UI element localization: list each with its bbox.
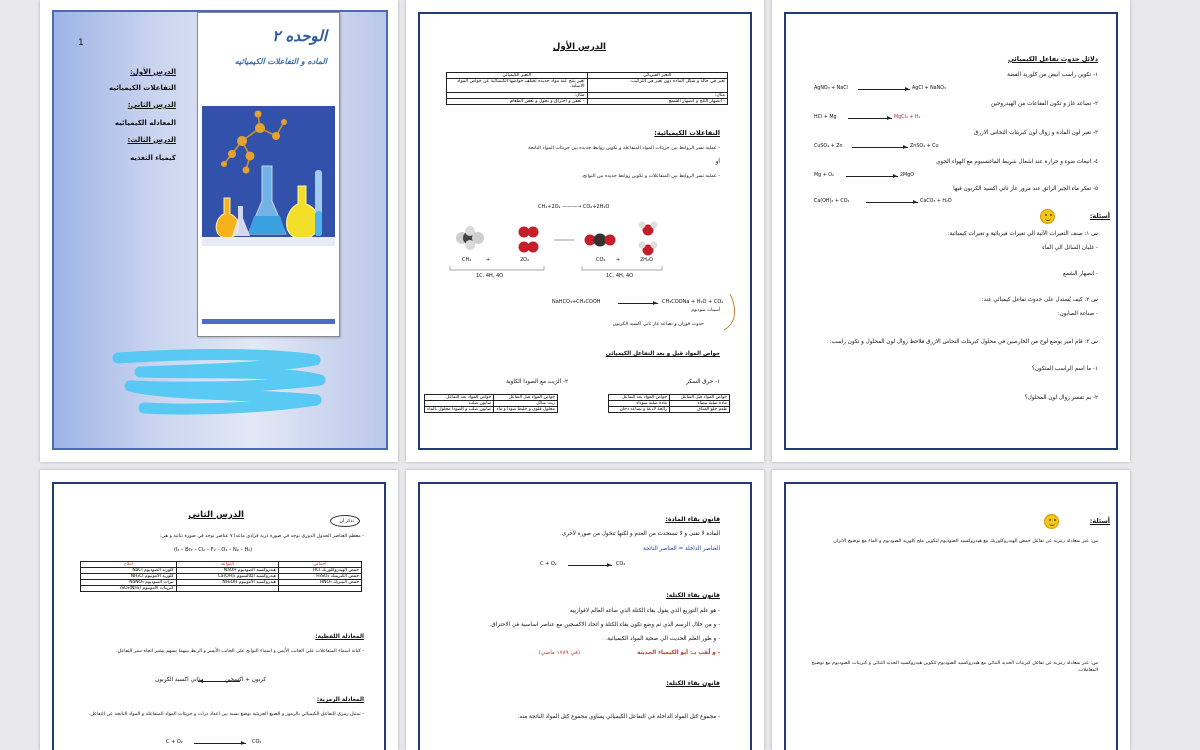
- verbal-equation-heading: المعادلة اللفظية:: [315, 634, 364, 640]
- table-cell: حمض النيتريك HNO₃: [278, 580, 361, 586]
- smiley-icon: [1040, 209, 1055, 224]
- symbolic-equation-reactants: C + O₂: [166, 739, 183, 745]
- father-of-chemistry-note: (في ١٧٨٩ ماضي): [538, 650, 580, 656]
- evidence-title: دلائل حدوث تفاعل الكيميائي: [1007, 55, 1098, 63]
- lesson-2-title: الدرس الثاني: [188, 510, 244, 520]
- or-text: أو: [715, 159, 720, 165]
- evidence-item-4: ٤- انبعاث ضوء و حرارة عند اشعال شريط الماغنسيوم مع الهواء الجوي: [936, 159, 1098, 165]
- toc-lesson-2-label: الدرس الثاني:: [127, 101, 176, 109]
- mass-law-point: - و من خلال الرسم الذي تم وضع تكون بقاء الكتلة و اتحاد الاكسجين مع عناصر اساسية في الاحتراق.: [489, 622, 720, 628]
- reaction-arrow: [866, 202, 918, 203]
- questions-heading: أسئلة:: [1089, 517, 1110, 525]
- change-comparison-table: [446, 72, 728, 105]
- reaction-arrow: [852, 147, 908, 148]
- symbolic-equation-definition: - تمثيل رمزي للتفاعل الكيميائي بالرموز و الصيغ الجزيئية بوضع نسبة بين اعداد ذرات و جزيئات المواد المتفاعلة و المواد الناتجة عن التفاعل.: [88, 712, 364, 717]
- table-cell: صابون صلب: [425, 401, 494, 407]
- diatomic-elements: (I₂ – Br₂ – Cl₂ – F₂ – O₂ – N₂ – H₂): [174, 547, 253, 553]
- mass-law-statement: العناصر الداخلة = العناصر الناتجة: [642, 546, 720, 552]
- page-thumbnail-conservation[interactable]: [406, 470, 764, 750]
- evidence-item-2: ٢- تصاعد غاز و تكون الفقاعات من الهيدروجين: [991, 101, 1098, 107]
- equation-left: CuSO₄ + Zn: [814, 144, 843, 149]
- question-equation-2: س: عبر بمعادلة رمزية عن تفاعل كبريتات الحديد الثنائي مع هيدروكسيد الصوديوم لتكوين هيدروكسيد الحديد الثنائي و كبريتات الصوديوم مع توضيح المعاملات.: [811, 661, 1098, 673]
- table-cell: هيدروكسيد الأمونيوم NH₄OH: [176, 580, 278, 586]
- table-cell: مثال:: [587, 93, 728, 99]
- table-cell: [278, 586, 361, 592]
- baking-soda-reactants: NaHCO₃+CH₃COOH: [552, 299, 601, 305]
- reaction-arrow: [858, 89, 910, 90]
- page-border: [784, 482, 1118, 750]
- note-curve: [720, 292, 740, 334]
- equation-left: HCl + Mg: [814, 115, 837, 120]
- table-cell: مادة صلبة سوداء: [609, 401, 670, 407]
- reaction-arrow: [846, 176, 898, 177]
- question-1-a: - غليان السائل الي الماء: [1042, 245, 1098, 251]
- mass-law-product: CO₂: [616, 561, 626, 567]
- unit-title: الوحده ٢: [272, 27, 327, 45]
- question-3-b: ٢- بم تفسر زوال لون المحلول؟: [1024, 395, 1098, 401]
- chemistry-image: [202, 106, 335, 246]
- question-2: س ٢: كيف يُستدل على حدوث تفاعل كيميائي عند:: [981, 297, 1098, 303]
- table-header: القواعد: [176, 562, 278, 568]
- mass-law-heading-2: قانون بقاء الكتلة:: [666, 592, 720, 599]
- equation-left: Ca(OH)₂ + CO₂: [814, 199, 850, 204]
- lesson-2-intro: - معظم العناصر الجدول الدوري توجد في صورة ذرية فرادى ماعدا ٧ عناصر توجد في صورة ثنائية و هي:: [159, 534, 364, 539]
- table-cell: حمض الكبريتيك H₂SO₄: [278, 574, 361, 580]
- cover-bar: [202, 319, 335, 324]
- reaction-arrow: [568, 565, 612, 566]
- atom-count-left: 1C, 4H, 4O: [476, 273, 504, 279]
- methane-equation: CH₄+2O₂ ———→ CO₂+2H₂O: [538, 204, 610, 210]
- h2o-molecules: [639, 222, 658, 256]
- question-1-b: - انصهار الشمع: [1063, 271, 1098, 277]
- table-cell: هيدروكسيد الصوديوم NaOH: [176, 568, 278, 574]
- reaction-arrow: [194, 743, 246, 744]
- symbolic-equation-heading: المعادلة الرمزية:: [316, 697, 364, 703]
- sugar-burning-heading: ١- حرق السكر: [686, 379, 720, 385]
- table-cell: كلوريد الأمونيوم NH₄Cl: [81, 574, 177, 580]
- equation-right: ZnSO₄ + Cu: [910, 144, 939, 149]
- table-header: خواص المواد قبل التفاعل: [670, 395, 730, 401]
- acids-bases-salts-table: [80, 561, 362, 592]
- reactions-heading: التفاعلات الكيميائية:: [654, 129, 720, 137]
- table-cell: حمض الهيدروكلوريك HCl: [278, 568, 361, 574]
- reaction-arrow: [848, 118, 892, 119]
- toc-lesson-2-title: المعادله الكيميائيه: [114, 119, 176, 127]
- question-3-a: ١- ما اسم الراسب المتكون؟: [1031, 366, 1098, 372]
- molecule-label: 2H₂O: [640, 257, 653, 263]
- table-cell: [176, 586, 278, 592]
- mass-law-final-definition: - مجموع كتل المواد الداخلة في التفاعل الكيميائي يساوي مجموع كتل المواد الناتجة منه.: [517, 714, 720, 720]
- evidence-item-5: ٥- تعكر ماء الجير الرائق عند مرور غاز ثاني اكسيد الكربون فيها: [953, 186, 1098, 192]
- table-cell: كلوريد الصوديوم NaCl: [81, 568, 177, 574]
- table-cell: صابون صلب و الصودا محلول بالماء: [425, 407, 494, 413]
- table-header: التغير الكيميائي: [447, 73, 588, 79]
- verbal-equation-left: ثاني اكسيد الكربون: [155, 677, 200, 683]
- table-header: خواص المواد قبل التفاعل: [494, 395, 558, 401]
- baking-soda-products: CH₃COONa + H₂O + CO₂: [662, 299, 724, 305]
- page-number: 1: [78, 38, 84, 48]
- table-cell: مادة صلبة بيضاء: [670, 401, 730, 407]
- mass-law-heading-1: قانون بقاء المادة:: [665, 516, 720, 523]
- table-cell: طعم حلو المذاق: [670, 407, 730, 413]
- table-cell: كبريتات الأمونيوم (NH₄)₂SO₄: [81, 586, 177, 592]
- observation-text: حدوث فوران و تصاعد غاز ثاني اكسيد الكربون: [612, 322, 704, 327]
- table-cell: تغير ينتج عنه مواد جديده تختلف خواصها الكيميائية عن خواص المواد الأصلية.: [447, 79, 588, 93]
- reaction-definition-1: - عملية تسر الروابط بين جزيئات المواد المتفاعلة و تكوين روابط جديده بين جزيئات المواد الناتجة: [528, 146, 720, 151]
- mass-law-heading-3: قانون بقاء الكتلة:: [666, 680, 720, 687]
- table-header: أحماض: [278, 562, 361, 568]
- question-3: س ٣: قام امير بوضع لوح من الخارصين في محلول كبريتات النحاس الازرق فلاحظ زوال لون المحلول و تكون راسب:: [829, 339, 1098, 345]
- page-border: [784, 12, 1118, 450]
- co2-molecule: [585, 234, 616, 247]
- page-thumbnail-lesson-2[interactable]: [40, 470, 398, 750]
- table-header: أملاح: [81, 562, 177, 568]
- table-cell: - انصهار الثلج و انصهار الشمع: [587, 99, 728, 105]
- properties-heading: خواص المواد قبل و بعد التفاعل الكيميائي: [605, 351, 720, 357]
- table-cell: زيت سائل: [494, 401, 558, 407]
- unit-subtitle: الماده و التفاعلات الكيميائيه: [234, 57, 327, 66]
- equation-right: AgCl + NaNO₃: [912, 86, 946, 91]
- equation-right: MgCl₂ + H₂: [894, 115, 921, 120]
- table-cell: نترات الصوديوم NaNO₃: [81, 580, 177, 586]
- molecule-label: 2O₂: [520, 257, 530, 263]
- symbolic-equation-product: CO₂: [252, 739, 262, 745]
- molecule-label: +: [486, 257, 491, 263]
- remember-label: تذكر أن: [339, 519, 354, 524]
- toc-lesson-3-title: كيمياء التغذيه: [130, 154, 176, 162]
- table-header: التغير الفيزيائي: [587, 73, 728, 79]
- molecule-label: CO₂: [596, 257, 606, 263]
- mass-law-point: - هو علم التوزيع الذي يقول بقاء الكتلة الذي صاغه العالم لافوازييه: [569, 608, 720, 614]
- oil-soda-heading: ٢- الزيت مع الصودا الكاوية: [506, 379, 568, 385]
- table-cell: محلول قلوي و خليط صودا و ماء: [494, 407, 558, 413]
- father-of-chemistry: - و لُقب بـ: أبو الكيمياء الحديثة: [637, 650, 720, 656]
- equation-right: 2MgO: [900, 173, 915, 178]
- page-thumbnail-cover[interactable]: [40, 0, 398, 462]
- toc-lesson-1-title: التفاعلات الكيميائيه: [109, 84, 176, 92]
- lesson-1-title: الدرس الأول: [552, 42, 606, 52]
- molecule-label: +: [616, 257, 621, 263]
- table-cell: رائحة لاذعة و تصاعد دخان: [609, 407, 670, 413]
- reaction-arrow: [618, 303, 658, 304]
- redaction-scribble: [110, 348, 330, 420]
- page-border: [418, 482, 752, 750]
- sugar-properties-table: [608, 394, 730, 413]
- atom-count-right: 1C, 4H, 4O: [606, 273, 634, 279]
- questions-heading: أسئلة:: [1089, 212, 1110, 220]
- mass-law-definition: المادة لا تفنى و لا تستحدث من العدم و لكنها تتحول من صورة لأخرى.: [560, 531, 720, 537]
- table-cell: هيدروكسيد الكالسيوم Ca(OH)₂: [176, 574, 278, 580]
- verbal-equation-right: كربون + اكسجين: [224, 677, 266, 683]
- mass-law-point: - و طور العلم الحديث الي صحية المواد الكيميائية.: [605, 636, 720, 642]
- page-thumbnail-evidence[interactable]: [772, 0, 1130, 462]
- smiley-icon: [1044, 514, 1059, 529]
- oil-soda-properties-table: [424, 394, 558, 413]
- table-header: خواص المواد بعد التفاعل: [609, 395, 670, 401]
- table-cell: تغير في حالة و شكل الماده دون تغير في التركيب.: [587, 79, 728, 93]
- page-border: [418, 12, 752, 450]
- question-1: س ١: صنف التغيرات الآتية الي تغيرات فيزيائية و تغيرات كيميائية:: [947, 231, 1098, 237]
- page-thumbnail-lesson-1[interactable]: [406, 0, 764, 462]
- table-header: خواص المواد بعد التفاعل: [425, 395, 494, 401]
- table-cell: مثال:: [447, 93, 588, 99]
- product-note: أسيتات صوديوم: [691, 308, 720, 313]
- page-thumbnail-questions[interactable]: [772, 470, 1130, 750]
- equation-left: AgNO₃ + NaCl: [814, 86, 848, 91]
- question-equation-1: س: عبر بمعادلة رمزية عن تفاعل حمض الهيدروكلوريك مع هيدروكسيد الصوديوم لتكوين ملح كلوريد الصوديوم و الماء مع توضيح الاتزان: [833, 539, 1098, 544]
- page-border: [52, 482, 386, 750]
- evidence-item-1: ١- تكوين راسب ابيض من كلوريد الفضة: [1007, 72, 1098, 78]
- table-cell: - تعفن و احتراق و تحول و تعفن الطعام: [447, 99, 588, 105]
- reaction-arrow: [198, 681, 240, 682]
- reaction-definition-2: - عملية تسر الروابط بين المتفاعلات و تكوين روابط جديده بين النواتج.: [581, 174, 720, 179]
- ch4-molecule: [456, 226, 484, 250]
- o2-molecules: [519, 227, 539, 253]
- toc-lesson-3-label: الدرس الثالث:: [127, 136, 176, 144]
- equation-right: CaCO₃ + H₂O: [920, 199, 952, 204]
- equation-left: Mg + O₂: [814, 173, 834, 178]
- toc-lesson-1-label: الدرس الأول:: [129, 68, 176, 76]
- mass-law-reactants: C + O₂: [540, 561, 557, 567]
- molecule-label: CH₄: [462, 257, 472, 263]
- question-2-a: - صناعة الصابون:: [1057, 311, 1098, 317]
- evidence-item-3: ٣- تغير لون المادة و زوال لون كبريتات النحاس الازرق: [973, 130, 1098, 136]
- verbal-equation-definition: - كتابة اسماء المتفاعلات على الجانب الأيمن و اسماء النواتج على الجانب الأيسر و الربط بينهما بسهم يشير اتجاه سير التفاعل.: [116, 649, 364, 654]
- cover-title-panel: [197, 12, 340, 337]
